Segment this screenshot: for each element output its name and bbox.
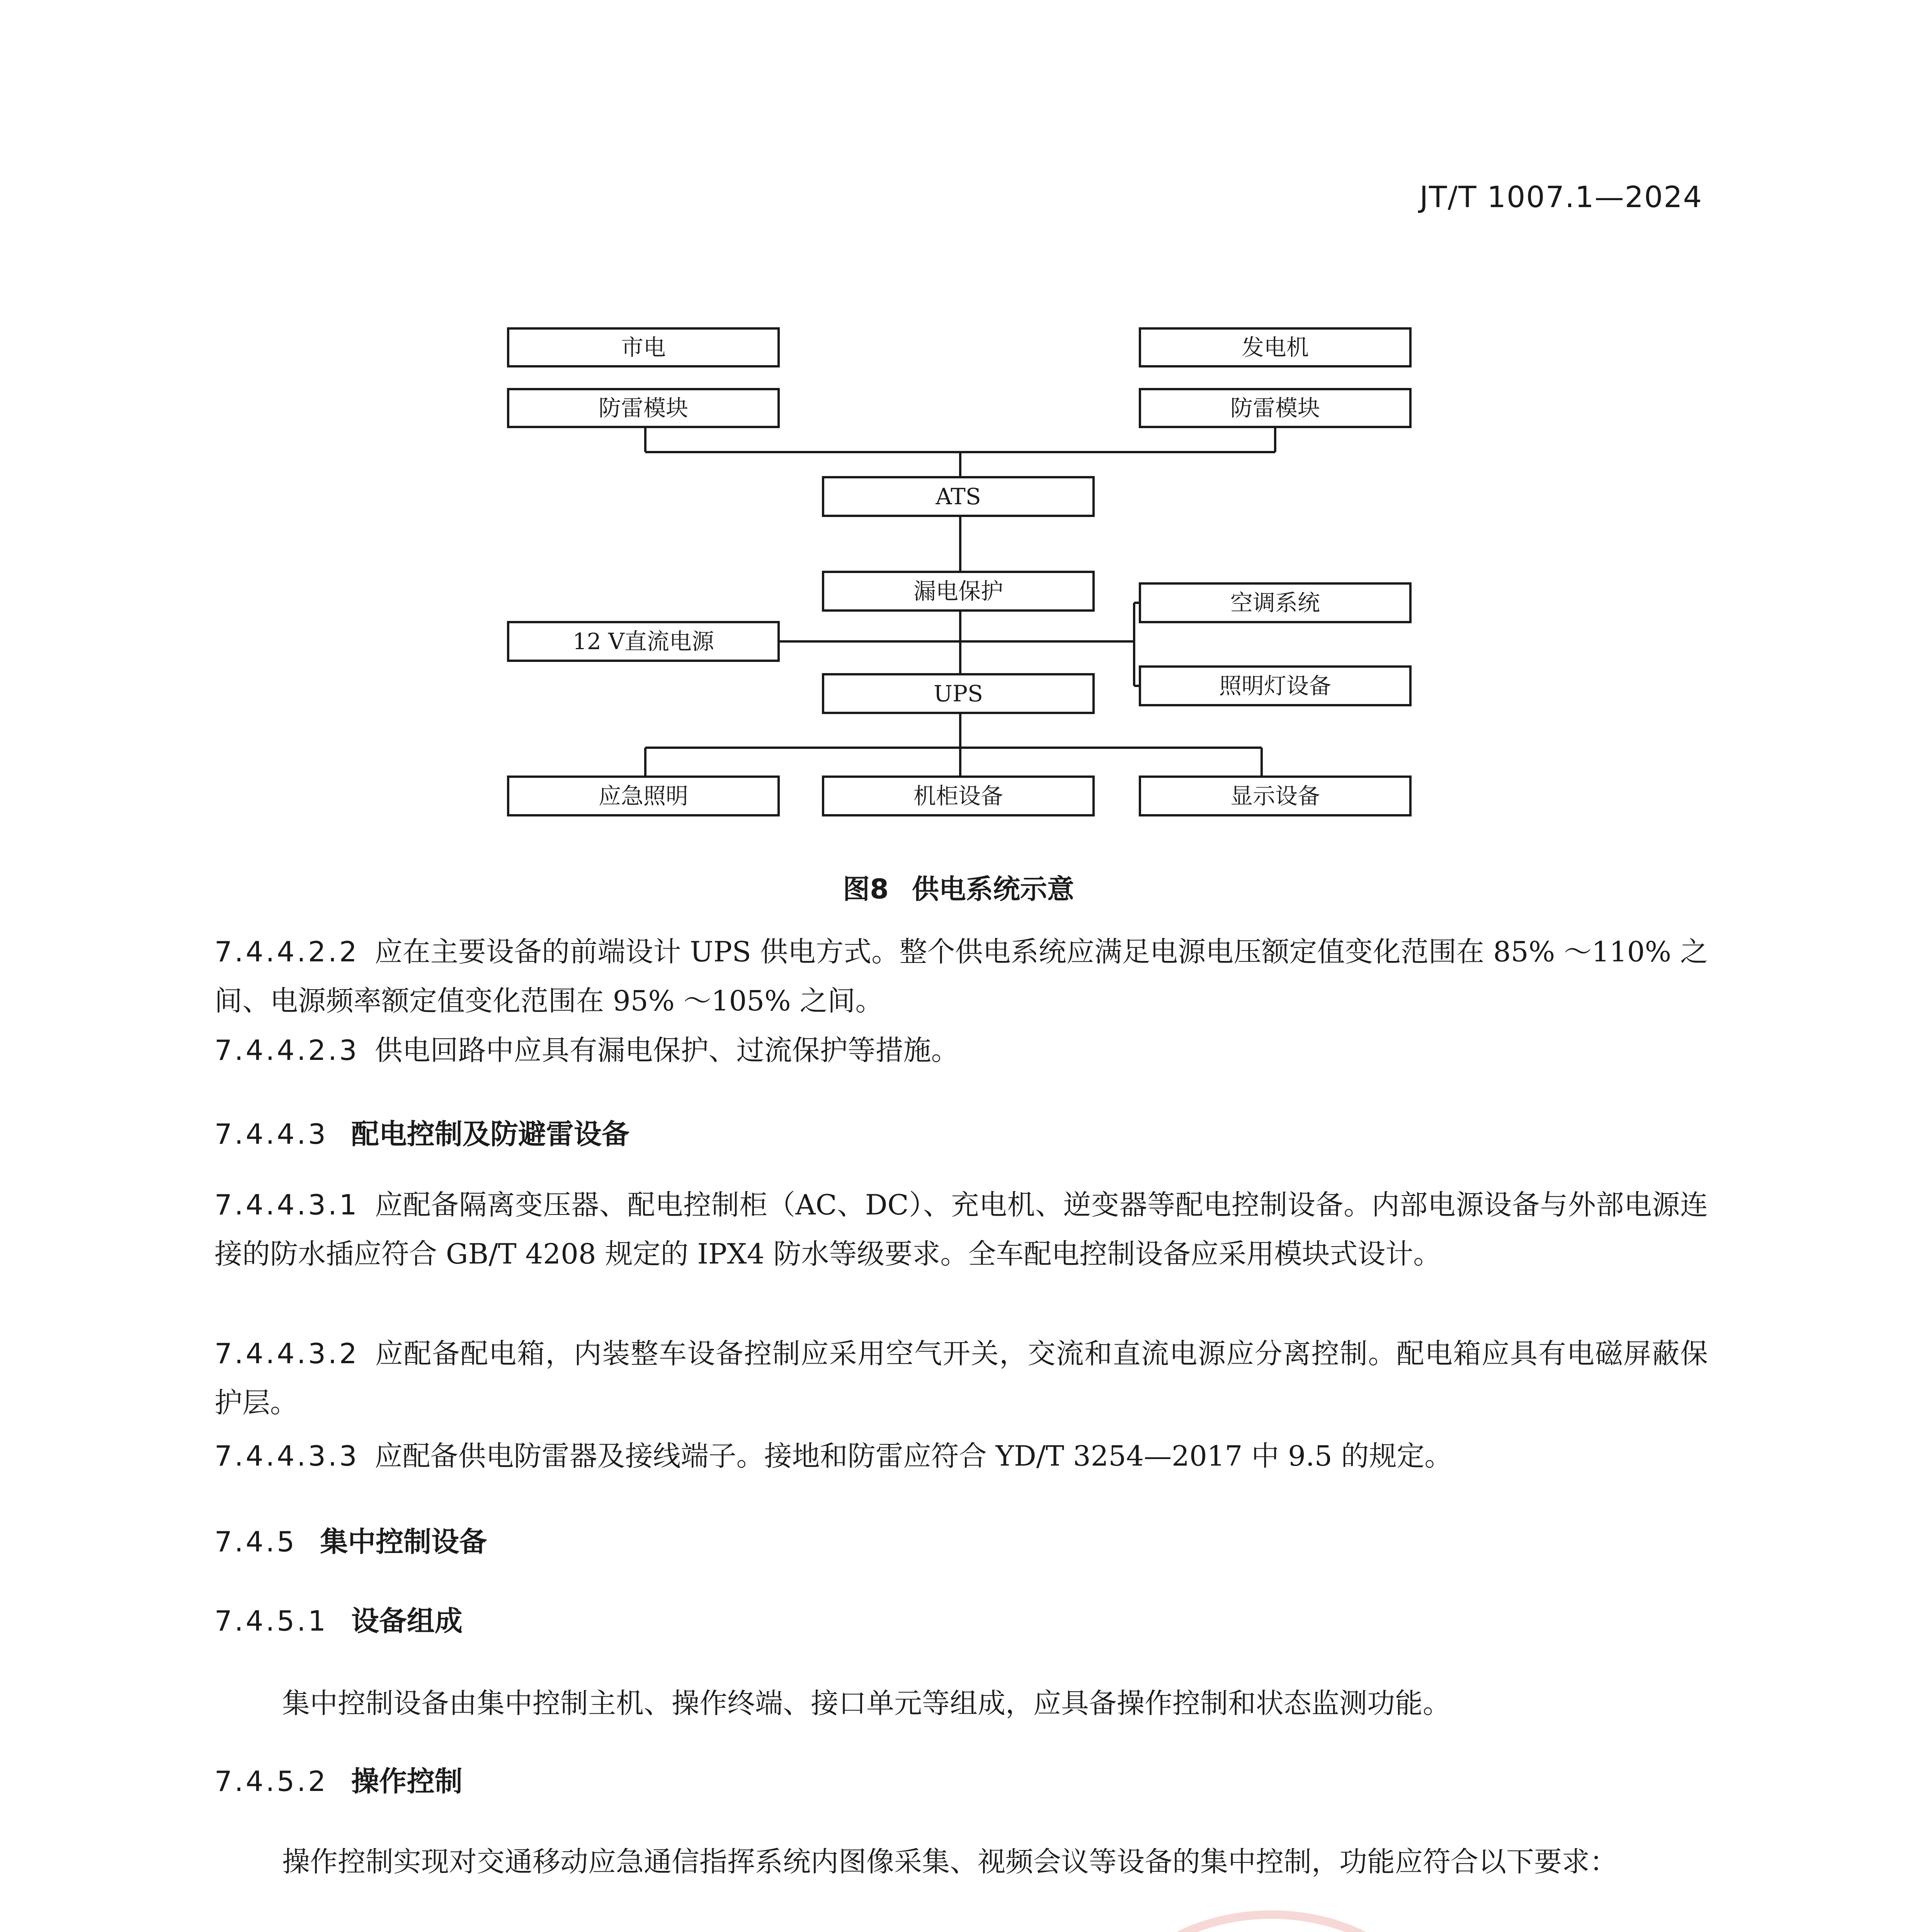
- label-air-conditioning: 空调系统: [1230, 590, 1320, 616]
- label-ats: ATS: [936, 483, 981, 510]
- heading-number: 7.4.5: [214, 1526, 297, 1558]
- label-12v-dc: 12 V直流电源: [572, 628, 714, 655]
- clause-7-4-4-2-3: [214, 1026, 1708, 1075]
- standard-code-header: JT/T 1007.1—2024: [1419, 180, 1703, 214]
- clause-number: 7.4.4.3.1: [214, 1189, 359, 1221]
- label-generator: 发电机: [1241, 334, 1309, 361]
- label-lightning-left: 防雷模块: [598, 395, 689, 421]
- heading-number: 7.4.5.1: [214, 1605, 328, 1637]
- figure-number: 图8: [843, 873, 889, 905]
- label-cabinet: 机柜设备: [913, 783, 1004, 809]
- clause-7-4-4-2-2: [214, 927, 1708, 1026]
- label-leakage-protection: 漏电保护: [913, 578, 1004, 604]
- clause-number: 7.4.4.2.3: [214, 1034, 359, 1066]
- heading-title: 集中控制设备: [320, 1526, 487, 1558]
- label-emergency-lighting: 应急照明: [598, 783, 689, 809]
- heading-7-4-5: [214, 1520, 1708, 1563]
- label-lightning-right: 防雷模块: [1230, 395, 1320, 421]
- heading-title: 配电控制及防避雷设备: [351, 1118, 629, 1150]
- clause-number: 7.4.4.3.2: [214, 1337, 359, 1370]
- clause-text: 应配备供电防雷器及接线端子。接地和防雷应符合 YD/T 3254—2017 中 9.5 的规定。: [374, 1440, 1453, 1472]
- clause-7-4-4-3-3: [214, 1432, 1708, 1481]
- paragraph-7-4-5-2: 操作控制实现对交通移动应急通信指挥系统内图像采集、视频会议等设备的集中控制，功能应符合以下要求：: [282, 1845, 1618, 1878]
- clause-text: 应在主要设备的前端设计 UPS 供电方式。整个供电系统应满足电源电压额定值变化范围在 85% ～110% 之间、电源频率额定值变化范围在 95% ～105% 之间。: [214, 935, 1708, 1017]
- heading-title: 操作控制: [351, 1765, 463, 1798]
- clause-text: 应配备配电箱，内装整车设备控制应采用空气开关，交流和直流电源应分离控制。配电箱应具有电磁屏蔽保护层。: [214, 1337, 1708, 1419]
- label-ups: UPS: [934, 680, 983, 707]
- heading-number: 7.4.4.3: [214, 1118, 328, 1150]
- figure-title: 供电系统示意: [912, 873, 1074, 905]
- heading-7-4-5-2: [214, 1760, 1708, 1803]
- heading-title: 设备组成: [351, 1605, 463, 1637]
- power-supply-diagram: [0, 0, 1917, 850]
- clause-text: 应配备隔离变压器、配电控制柜（AC、DC）、充电机、逆变器等配电控制设备。内部电源设备与外部电源连接的防水插应符合 GB/T 4208 规定的 IPX4 防水等级要求。全车配电控制设备应采用模块式设计。: [214, 1189, 1708, 1270]
- heading-7-4-5-1: [214, 1600, 1708, 1642]
- clause-number: 7.4.4.2.2: [214, 935, 359, 968]
- clause-7-4-4-3-2: [214, 1329, 1708, 1427]
- label-lighting: 照明灯设备: [1219, 673, 1332, 699]
- label-display: 显示设备: [1230, 783, 1320, 809]
- figure-caption: [0, 867, 1917, 906]
- jt-watermark-seal-icon: [1097, 1907, 1445, 1932]
- clause-number: 7.4.4.3.3: [214, 1440, 359, 1472]
- clause-text: 供电回路中应具有漏电保护、过流保护等措施。: [374, 1034, 959, 1066]
- clause-7-4-4-3-1: [214, 1180, 1708, 1279]
- heading-number: 7.4.5.2: [214, 1765, 328, 1798]
- label-city-power: 市电: [621, 334, 666, 361]
- heading-7-4-4-3: [214, 1113, 1708, 1155]
- paragraph-7-4-5-1: 集中控制设备由集中控制主机、操作终端、接口单元等组成，应具备操作控制和状态监测功能。: [282, 1687, 1451, 1719]
